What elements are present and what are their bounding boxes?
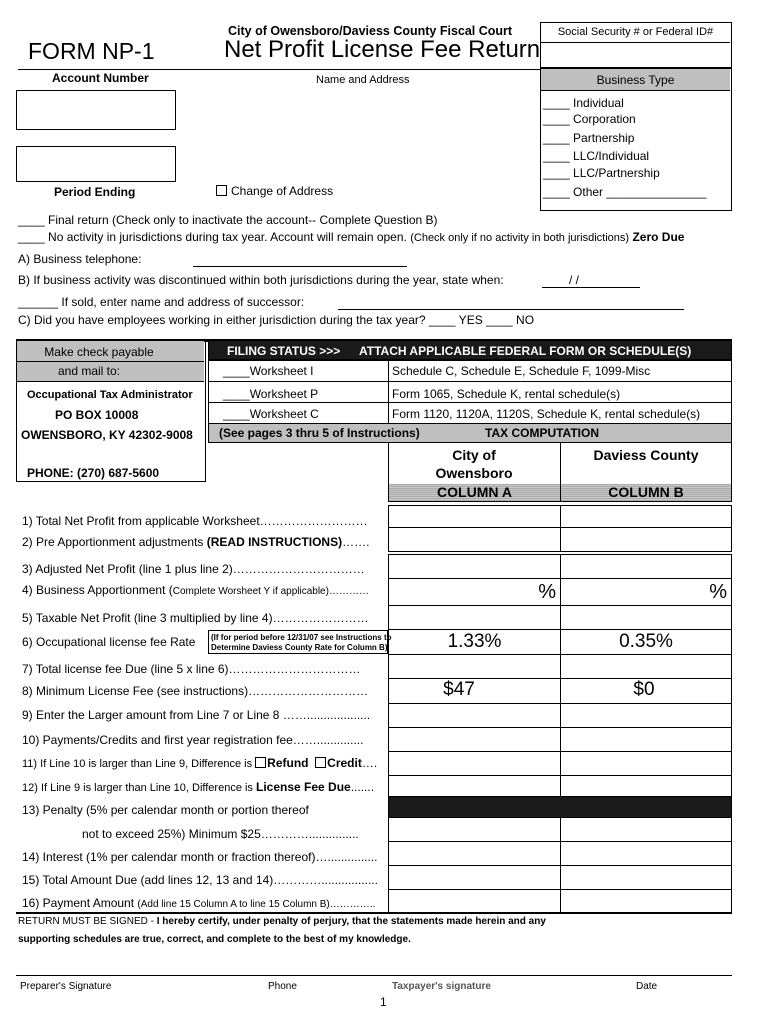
line-12-col-b[interactable] [560, 775, 732, 797]
header-rule [18, 69, 540, 70]
credit-checkbox-icon[interactable] [315, 757, 326, 768]
line-16-text: 16) Payment Amount [22, 896, 138, 910]
worksheet-c-cell[interactable] [208, 402, 389, 424]
column-a-header [388, 442, 561, 502]
sold-line: ______ If sold, enter name and address of successor: [18, 295, 305, 309]
line-9-label: 9) Enter the Larger amount from Line 7 or Line 8 ……................... [22, 708, 371, 722]
line-4-pct-a: % [538, 581, 556, 603]
worksheet-p: ____Worksheet P [223, 387, 319, 401]
form-title: Net Profit License Fee Return [224, 36, 541, 63]
line-13-shaded [388, 796, 732, 818]
issuer: City of Owensboro/Daviess County Fiscal Court [228, 24, 513, 38]
rate-b: 0.35% [619, 631, 673, 652]
line-11-dots: …. [361, 756, 378, 770]
column-a-label: COLUMN A [437, 484, 512, 500]
line-14-col-a[interactable] [388, 841, 561, 866]
mailing-phone: PHONE: (270) 687-5600 [27, 466, 160, 480]
line-13-col-b[interactable] [560, 817, 732, 842]
line-5-col-b[interactable] [560, 605, 732, 630]
schedule-i-cell [388, 360, 732, 382]
line-6-label: 6) Occupational license fee Rate [22, 635, 196, 649]
line-9-col-a[interactable] [388, 703, 561, 728]
line-13-label: 13) Penalty (5% per calendar month or portion thereof [22, 803, 309, 817]
line-16-col-b[interactable] [560, 889, 732, 913]
line-9-col-b[interactable] [560, 703, 732, 728]
name-address-label: Name and Address [316, 74, 410, 86]
see-pages: (See pages 3 thru 5 of Instructions) [219, 426, 420, 440]
period-ending-field[interactable] [16, 146, 176, 182]
line-8-label: 8) Minimum License Fee (see instructions)………………………… [22, 684, 369, 698]
line-2-read-instructions: (READ INSTRUCTIONS) [206, 535, 343, 549]
column-a-name: City of Owensboro [435, 447, 513, 481]
return-signed: RETURN MUST BE SIGNED - [18, 916, 157, 927]
question-a: A) Business telephone: [18, 252, 142, 266]
line-10-col-a[interactable] [388, 727, 561, 752]
worksheet-p-cell[interactable] [208, 381, 389, 403]
certify-line-2: supporting schedules are true, correct, and complete to the best of my knowledge. [18, 934, 411, 945]
bt-corporation[interactable]: ____ Corporation [543, 112, 636, 126]
line-1-col-a[interactable] [388, 505, 561, 528]
line-6-note-box [208, 630, 392, 654]
no-activity-note: (Check only if no activity in both jurisdictions) [410, 232, 630, 244]
line-2-label [22, 535, 369, 549]
refund-label: Refund [267, 756, 309, 770]
line-6-col-b [560, 629, 732, 655]
final-return-line[interactable]: ____ Final return (Check only to inactivate the account-- Complete Question B) [18, 213, 438, 227]
line-2-text: 2) Pre Apportionment adjustments [22, 535, 207, 549]
account-number-field[interactable] [16, 90, 176, 130]
line-3-col-b[interactable] [560, 554, 732, 579]
line-12-dots: ....... [350, 780, 375, 794]
line-1-col-b[interactable] [560, 505, 732, 528]
signature-rule-top [16, 912, 732, 914]
line-6-col-a [388, 629, 561, 655]
bt-partnership[interactable]: ____ Partnership [543, 131, 635, 145]
min-fee-b: $0 [633, 679, 655, 700]
date-label: Date [636, 981, 658, 992]
line-14-col-b[interactable] [560, 841, 732, 866]
line-12-col-a[interactable] [388, 775, 561, 797]
bt-other[interactable]: ____ Other _______________ [543, 185, 707, 199]
column-b-label: COLUMN B [608, 484, 684, 500]
change-address-checkbox[interactable] [216, 184, 333, 198]
line-3-col-a[interactable] [388, 554, 561, 579]
preparer-signature-label: Preparer's Signature [20, 981, 112, 992]
question-b: B) If business activity was discontinued within both jurisdictions during the year, state when: [18, 273, 504, 287]
bt-individual[interactable]: ____ Individual [543, 96, 624, 110]
rate-a: 1.33% [447, 631, 502, 652]
administrator: Occupational Tax Administrator [27, 389, 193, 401]
line-14-label: 14) Interest (1% per calendar month or fraction thereof)…............... [22, 850, 378, 864]
make-check-header [17, 341, 204, 382]
mailing-city: OWENSBORO, KY 42302-9008 [21, 428, 193, 442]
schedule-i: Schedule C, Schedule E, Schedule F, 1099-Misc [392, 364, 651, 378]
refund-checkbox-icon[interactable] [255, 757, 266, 768]
line-4-col-a[interactable] [388, 578, 561, 606]
line-5-label: 5) Taxable Net Profit (line 3 multiplied by line 4)…………………… [22, 611, 369, 625]
line-15-col-a[interactable] [388, 865, 561, 890]
worksheet-i-cell[interactable] [208, 360, 389, 382]
discontinued-date: / / [569, 273, 580, 287]
line-11-col-a[interactable] [388, 751, 561, 776]
business-type-header [541, 69, 730, 91]
line-11-label [22, 756, 377, 770]
line-3-label: 3) Adjusted Net Profit (line 1 plus line 2)…………………………… [22, 562, 365, 576]
business-type-box [540, 68, 732, 211]
discontinued-date-line[interactable] [542, 287, 640, 288]
column-b-name: Daviess County [593, 447, 699, 463]
line-15-label: 15) Total Amount Due (add lines 12, 13 and 14)…………................. [22, 873, 378, 887]
line-4-note: Complete Worsheet Y if applicable)………… [172, 586, 369, 597]
line-2-col-a[interactable] [388, 527, 561, 552]
ssn-label: Social Security # or Federal ID# [557, 26, 714, 38]
column-a-label-band [389, 484, 560, 501]
business-type-label: Business Type [596, 73, 675, 87]
phone-label: Phone [268, 981, 297, 992]
line-2-col-b[interactable] [560, 527, 732, 552]
account-number-label: Account Number [52, 71, 149, 85]
schedule-p: Form 1065, Schedule K, rental schedule(s) [392, 387, 621, 401]
line-16-note: (Add line 15 Column A to line 15 Column B)………….. [137, 899, 376, 910]
tax-computation-header [208, 423, 732, 443]
filing-status-label: FILING STATUS >>> [227, 344, 341, 358]
tax-computation-label: TAX COMPUTATION [485, 426, 599, 440]
line-16-label [22, 896, 375, 910]
line-7-col-a[interactable] [388, 654, 561, 679]
signature-line[interactable] [16, 975, 732, 976]
worksheet-i: ____Worksheet I [223, 364, 314, 378]
taxpayer-signature-label: Taxpayer's signature [392, 981, 491, 992]
certify-text: I hereby certify, under penalty of perjury, that the statements made herein and any [156, 916, 546, 927]
ssn-divider [541, 42, 730, 43]
make-check-divider [17, 361, 204, 362]
zero-due: Zero Due [632, 230, 685, 244]
certify-line-1 [18, 916, 546, 927]
phone-field-line[interactable] [193, 266, 407, 267]
line-1-label: 1) Total Net Profit from applicable Worksheet……………………… [22, 514, 368, 528]
line-8-col-a [388, 678, 561, 704]
period-ending-label: Period Ending [54, 185, 136, 199]
license-fee-due-label: License Fee Due [256, 780, 351, 794]
line-10-col-b[interactable] [560, 727, 732, 752]
form-number: FORM NP-1 [28, 38, 155, 64]
line-7-label: 7) Total license fee Due (line 5 x line 6)…………………………… [22, 662, 361, 676]
line-8-col-b [560, 678, 732, 704]
schedule-p-cell [388, 381, 732, 403]
line-11-col-b[interactable] [560, 751, 732, 776]
line-6-note-1: (If for period before 12/31/07 see Instructions to [211, 633, 392, 642]
line-16-col-a[interactable] [388, 889, 561, 913]
bt-llc-partnership[interactable]: ____ LLC/Partnership [543, 166, 660, 180]
credit-label: Credit [327, 756, 362, 770]
change-address-label: Change of Address [231, 184, 334, 198]
line-10-label: 10) Payments/Credits and first year registration fee…….............. [22, 733, 364, 747]
page-number: 1 [380, 995, 387, 1009]
filing-status-header [208, 340, 732, 360]
line-6-note-2: Determine Daviess County Rate for Column B) [211, 643, 388, 652]
mail-to-label: and mail to: [57, 364, 121, 378]
checkbox-icon [216, 185, 227, 196]
schedule-c: Form 1120, 1120A, 1120S, Schedule K, rental schedule(s) [392, 407, 701, 421]
line-12-text: 12) If Line 9 is larger than Line 10, Difference is [22, 782, 256, 794]
mailing-box [16, 340, 206, 482]
po-box: PO BOX 10008 [55, 408, 139, 422]
line-4-col-b[interactable] [560, 578, 732, 606]
attach-label: ATTACH APPLICABLE FEDERAL FORM OR SCHEDULE(S) [359, 344, 692, 358]
schedule-c-cell [388, 402, 732, 424]
line-4-text: 4) Business Apportionment ( [22, 583, 173, 597]
min-fee-a: $47 [443, 679, 475, 700]
column-b-header [560, 442, 732, 502]
line-5-col-a[interactable] [388, 605, 561, 630]
bt-llc-individual[interactable]: ____ LLC/Individual [543, 149, 650, 163]
ssn-box[interactable] [540, 22, 732, 68]
line-13-label-cont: not to exceed 25%) Minimum $25…………............... [82, 827, 359, 841]
worksheet-c: ____Worksheet C [223, 407, 319, 421]
line-15-col-b[interactable] [560, 865, 732, 890]
successor-field-line[interactable] [338, 309, 684, 310]
line-11-text: 11) If Line 10 is larger than Line 9, Difference is [22, 758, 256, 770]
no-activity-line[interactable] [18, 230, 684, 244]
no-activity-text: ____ No activity in jurisdictions during tax year. Account will remain open. [18, 230, 407, 244]
line-12-label [22, 780, 374, 794]
make-check-label: Make check payable [44, 345, 154, 359]
line-7-col-b[interactable] [560, 654, 732, 679]
line-2-dots: ……. [342, 535, 370, 549]
line-4-label [22, 583, 369, 597]
line-13-col-a[interactable] [388, 817, 561, 842]
line-4-pct-b: % [709, 581, 727, 603]
column-b-label-band [561, 484, 731, 501]
question-c: C) Did you have employees working in either jurisdiction during the tax year? ____ YES ____ NO [18, 313, 535, 327]
